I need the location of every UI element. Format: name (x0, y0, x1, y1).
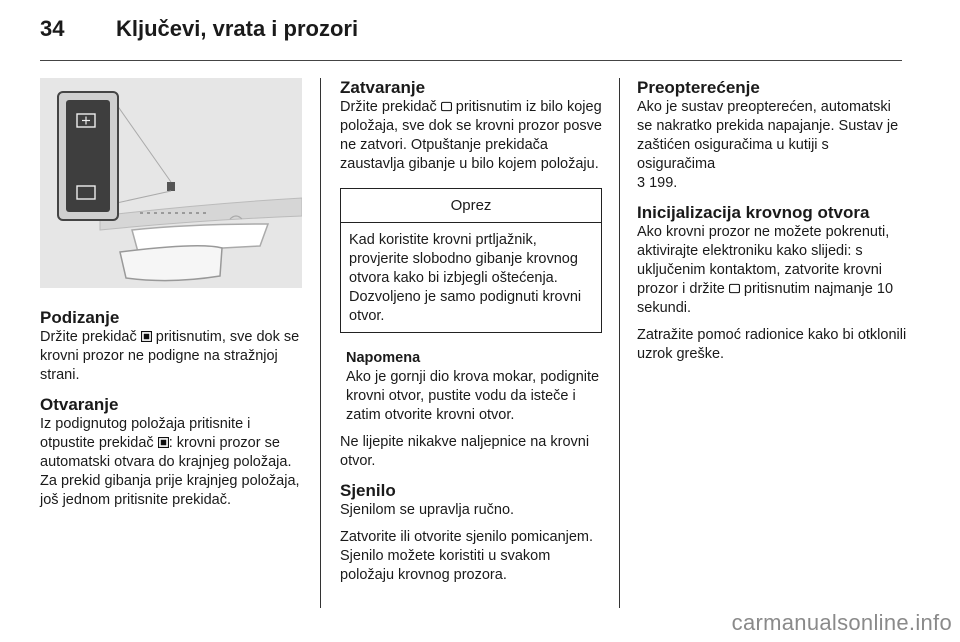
text-lifting: Držite prekidač pritisnutim, sve dok se krovni prozor ne podigne na stražnjoj strani. (40, 329, 300, 383)
text-sunshade-1: Sjenilom se upravlja ručno. (340, 502, 515, 518)
caution-box (340, 188, 602, 333)
column-1 (40, 78, 302, 518)
heading-opening: Otvaranje (40, 395, 119, 414)
note-text: Ako je gornji dio krova mokar, podignite krovni otvor, pustite vodu da isteče i zatim otvorite krovni otvor. (346, 369, 600, 423)
page-ref-arrow-icon: 3 (637, 175, 646, 191)
note-label: Napomena (346, 350, 421, 366)
caution-title: Oprez (341, 189, 601, 223)
section-initialization (637, 203, 907, 364)
watermark: carmanualsonline.info (731, 610, 952, 635)
heading-closing: Zatvaranje (340, 78, 426, 97)
note-box (340, 349, 602, 425)
text-stickers: Ne lijepite nikakve naljepnice na krovni otvor. (340, 434, 590, 469)
heading-sunshade: Sjenilo (340, 481, 396, 500)
caution-text: Kad koristite krovni prtljažnik, provjerite slobodno gibanje krovnog otvora kako bi izbjegli oštećenja. Dozvoljeno je samo podignuti krovni otvor. (349, 232, 582, 324)
text-overload: Ako je sustav preopterećen, automatski se nakratko prekida napajanje. Sustav je zaštićen osiguračima u kutiji s osiguračima 3 199. (637, 99, 899, 191)
text-workshop: Zatražite pomoć radionice kako bi otklonili uzrok greške. (637, 327, 907, 362)
text-opening: Iz podignutog položaja pritisnite i otpustite prekidač : krovni prozor se automatski otvara do krajnjeg položaja. Za prekid gibanja prije krajnjeg položaja, još jednom pritisnite prekidač. (40, 416, 300, 508)
page-ref-link[interactable]: 199. (649, 175, 678, 191)
section-overload (637, 78, 907, 193)
header-rule (40, 60, 902, 61)
section-lifting (40, 308, 302, 385)
column-2 (340, 78, 602, 593)
page-title: Ključevi, vrata i prozori (116, 16, 359, 41)
heading-lifting: Podizanje (40, 308, 120, 327)
page-header (40, 16, 920, 52)
text-closing: Držite prekidač pritisnutim iz bilo kojeg položaja, sve dok se krovni prozor posve ne zatvori. Otpuštanje prekidača zaustavlja gibanje u bilo kojem položaju. (340, 99, 602, 172)
heading-overload: Preopterećenje (637, 78, 760, 97)
text-initialization: Ako krovni prozor ne možete pokrenuti, aktivirajte elektroniku kako slijedi: s uključenim kontaktom, zatvorite krovni prozor i držite pritisnutim najmanje 10 sekundi. (637, 224, 894, 316)
sunroof-switch-illustration (40, 78, 302, 288)
tilt-switch-icon (158, 437, 169, 448)
text-sunshade-2: Zatvorite ili otvorite sjenilo pomicanjem. Sjenilo možete koristiti u svakom položaju krovnog prozora. (340, 529, 594, 583)
column-3 (637, 78, 907, 372)
section-sunshade (340, 481, 602, 585)
section-opening (40, 395, 302, 510)
close-switch-icon (729, 283, 740, 294)
column-divider (619, 78, 620, 608)
section-closing (340, 78, 602, 174)
heading-initialization: Inicijalizacija krovnog otvora (637, 203, 870, 222)
page-number: 34 (40, 16, 65, 41)
column-divider (320, 78, 321, 608)
sunroof-switch-drawing (40, 78, 302, 288)
tilt-switch-icon (141, 331, 152, 342)
close-switch-icon (441, 101, 452, 112)
